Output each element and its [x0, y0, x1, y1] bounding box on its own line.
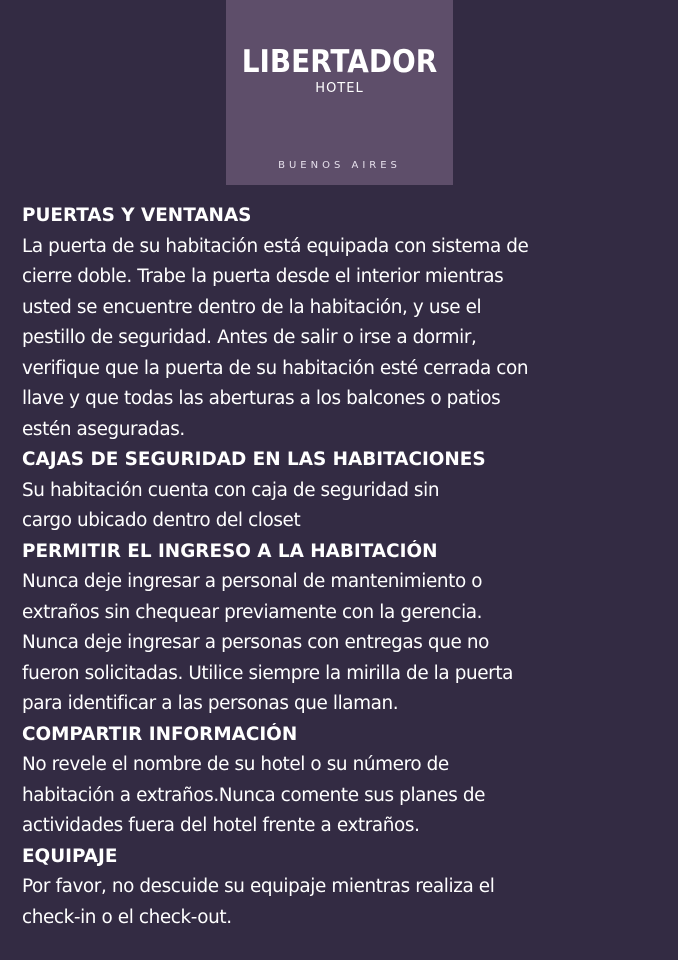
hotel-logo	[226, 0, 453, 185]
body-line: habitación a extraños.Nunca comente sus planes de	[22, 784, 486, 806]
logo-city: BUENOS AIRES	[278, 160, 401, 171]
body-line: check-in o el check-out.	[22, 906, 232, 928]
section-body	[22, 476, 662, 537]
body-line: llave y que todas las aberturas a los balcones o patios	[22, 388, 501, 409]
section-title: PUERTAS Y VENTANAS	[22, 205, 252, 226]
body-line: verifique que la puerta de su habitación esté cerrada con	[22, 357, 529, 379]
section-title: PERMITIR EL INGRESO A LA HABITACIÓN	[22, 540, 438, 562]
body-line: Su habitación cuenta con caja de seguridad sin	[22, 479, 440, 501]
body-line: actividades fuera del hotel frente a extraños.	[22, 815, 420, 836]
logo-name: LIBERTADOR	[241, 44, 438, 80]
body-line: fueron solicitadas. Utilice siempre la mirilla de la puerta	[22, 662, 514, 684]
body-line: Nunca deje ingresar a personal de mantenimiento o	[22, 571, 483, 592]
section-body	[22, 232, 662, 446]
section-body	[22, 750, 662, 842]
section-permitir-ingreso	[22, 537, 662, 720]
body-line: pestillo de seguridad. Antes de salir o irse a dormir,	[22, 327, 477, 348]
body-line: Nunca deje ingresar a personas con entregas que no	[22, 632, 489, 653]
section-title: EQUIPAJE	[22, 845, 118, 867]
body-line: estén aseguradas.	[22, 418, 185, 440]
section-compartir-informacion	[22, 720, 662, 842]
section-puertas-ventanas	[22, 201, 662, 445]
section-body	[22, 872, 662, 933]
section-cajas-seguridad	[22, 445, 662, 537]
body-line: No revele el nombre de su hotel o su número de	[22, 754, 449, 775]
body-line: cierre doble. Trabe la puerta desde el interior mientras	[22, 266, 504, 287]
body-line: extraños sin chequear previamente con la gerencia.	[22, 601, 483, 623]
section-equipaje	[22, 842, 662, 934]
section-title: CAJAS DE SEGURIDAD EN LAS HABITACIONES	[22, 449, 486, 470]
body-line: cargo ubicado dentro del closet	[22, 510, 301, 531]
logo-subtitle: HOTEL	[315, 81, 364, 96]
section-body	[22, 567, 662, 720]
section-title: COMPARTIR INFORMACIÓN	[22, 723, 298, 745]
body-line: Por favor, no descuide su equipaje mientras realiza el	[22, 876, 495, 897]
body-line: para identificar a las personas que llaman.	[22, 693, 399, 714]
body-line: usted se encuentre dentro de la habitación, y use el	[22, 296, 482, 318]
body-line: La puerta de su habitación está equipada con sistema de	[22, 235, 529, 257]
safety-tips-content	[22, 201, 662, 933]
